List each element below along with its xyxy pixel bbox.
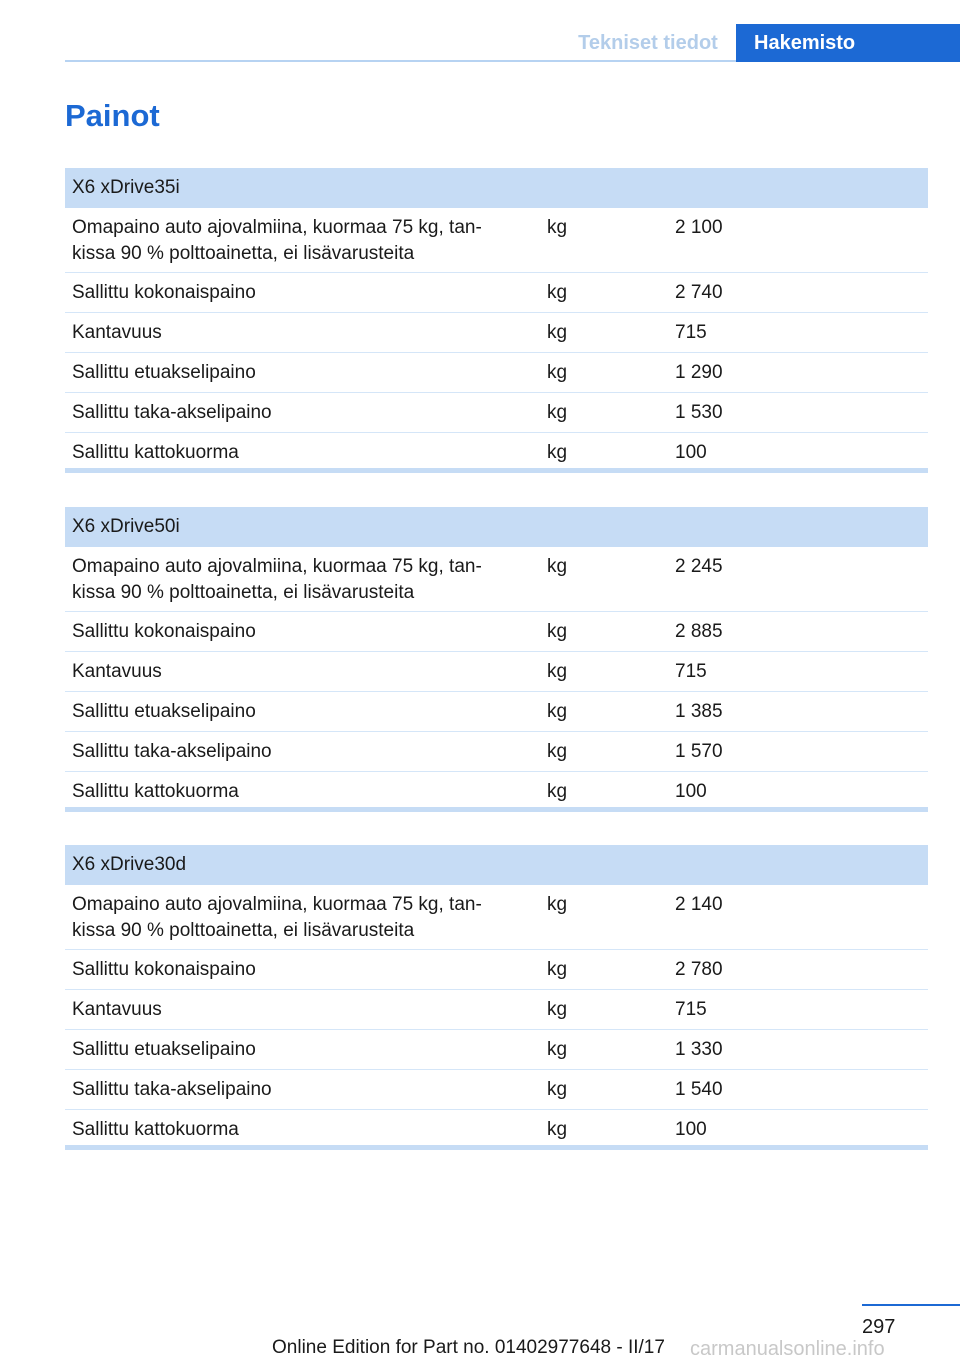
row-label: Omapaino auto ajovalmiina, kuormaa 75 kg, tan- kissa 90 % polttoainetta, ei lisävarusteita <box>72 217 482 264</box>
row-unit: kg <box>547 741 568 762</box>
table-row <box>65 547 928 612</box>
row-value: 100 <box>675 781 707 802</box>
row-label: Sallittu etuakselipaino <box>72 701 256 722</box>
row-value: 1 570 <box>675 741 723 762</box>
row-unit: kg <box>547 999 568 1020</box>
row-unit: kg <box>547 1079 568 1100</box>
table-row <box>65 772 928 812</box>
table-header-model: X6 xDrive30d <box>65 845 928 885</box>
table-header-model: X6 xDrive50i <box>65 507 928 547</box>
row-label: Sallittu kokonaispaino <box>72 621 256 642</box>
weights-table-xdrive35i <box>65 168 928 473</box>
table-row <box>65 692 928 732</box>
row-unit: kg <box>547 959 568 980</box>
table-row <box>65 393 928 433</box>
weights-table-xdrive50i <box>65 507 928 812</box>
row-label: Sallittu kokonaispaino <box>72 282 256 303</box>
tab-chapter[interactable]: Tekniset tiedot <box>578 31 718 54</box>
row-label: Sallittu kattokuorma <box>72 1119 239 1140</box>
row-value: 715 <box>675 322 707 343</box>
row-value: 2 140 <box>675 894 723 915</box>
table-row <box>65 612 928 652</box>
weights-table-xdrive30d <box>65 845 928 1150</box>
page-header <box>0 0 960 62</box>
row-unit: kg <box>547 701 568 722</box>
watermark: carmanualsonline.info <box>690 1338 885 1360</box>
row-value: 100 <box>675 1119 707 1140</box>
row-label: Sallittu kattokuorma <box>72 442 239 463</box>
tab-index[interactable]: Hakemisto <box>736 24 960 62</box>
table-row <box>65 313 928 353</box>
table-header-model: X6 xDrive35i <box>65 168 928 208</box>
row-unit: kg <box>547 402 568 423</box>
row-unit: kg <box>547 661 568 682</box>
row-value: 100 <box>675 442 707 463</box>
row-label: Sallittu etuakselipaino <box>72 1039 256 1060</box>
row-label: Omapaino auto ajovalmiina, kuormaa 75 kg, tan- kissa 90 % polttoainetta, ei lisävarusteita <box>72 556 482 603</box>
table-row <box>65 1110 928 1150</box>
row-unit: kg <box>547 894 568 915</box>
row-value: 2 100 <box>675 217 723 238</box>
table-row <box>65 1070 928 1110</box>
row-value: 2 885 <box>675 621 723 642</box>
row-label: Kantavuus <box>72 999 162 1020</box>
table-row <box>65 990 928 1030</box>
row-value: 1 385 <box>675 701 723 722</box>
row-value: 1 330 <box>675 1039 723 1060</box>
row-unit: kg <box>547 217 568 238</box>
row-value: 1 530 <box>675 402 723 423</box>
table-row <box>65 652 928 692</box>
row-value: 1 540 <box>675 1079 723 1100</box>
row-value: 2 740 <box>675 282 723 303</box>
row-unit: kg <box>547 621 568 642</box>
row-label: Sallittu taka-akselipaino <box>72 741 272 762</box>
row-label: Kantavuus <box>72 661 162 682</box>
row-unit: kg <box>547 781 568 802</box>
row-value: 715 <box>675 999 707 1020</box>
row-label: Sallittu taka-akselipaino <box>72 1079 272 1100</box>
footer-rule <box>862 1304 960 1306</box>
row-label: Sallittu etuakselipaino <box>72 362 256 383</box>
row-unit: kg <box>547 442 568 463</box>
page-number: 297 <box>862 1316 896 1338</box>
page-title: Painot <box>65 98 160 133</box>
row-value: 2 245 <box>675 556 723 577</box>
row-value: 715 <box>675 661 707 682</box>
table-row <box>65 950 928 990</box>
row-unit: kg <box>547 362 568 383</box>
table-row <box>65 732 928 772</box>
edition-note: Online Edition for Part no. 01402977648 - II/17 <box>272 1337 665 1358</box>
row-unit: kg <box>547 1039 568 1060</box>
row-unit: kg <box>547 282 568 303</box>
table-row <box>65 1030 928 1070</box>
table-row <box>65 353 928 393</box>
row-label: Sallittu kokonaispaino <box>72 959 256 980</box>
row-value: 1 290 <box>675 362 723 383</box>
row-label: Kantavuus <box>72 322 162 343</box>
table-row <box>65 885 928 950</box>
table-row <box>65 273 928 313</box>
row-unit: kg <box>547 1119 568 1140</box>
row-label: Sallittu taka-akselipaino <box>72 402 272 423</box>
row-unit: kg <box>547 556 568 577</box>
table-row <box>65 208 928 273</box>
table-row <box>65 433 928 473</box>
row-label: Sallittu kattokuorma <box>72 781 239 802</box>
row-unit: kg <box>547 322 568 343</box>
row-value: 2 780 <box>675 959 723 980</box>
row-label: Omapaino auto ajovalmiina, kuormaa 75 kg, tan- kissa 90 % polttoainetta, ei lisävarusteita <box>72 894 482 941</box>
